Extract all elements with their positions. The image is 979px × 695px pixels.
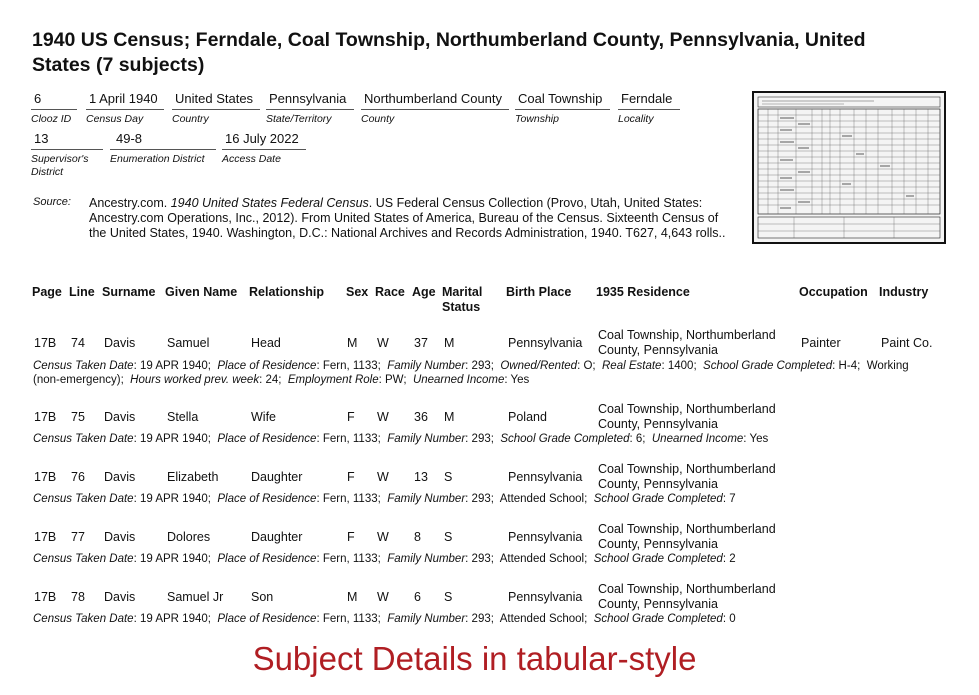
col-header-age: Age	[412, 285, 436, 299]
cell-page: 17B	[34, 590, 57, 604]
col-header-sex: Sex	[346, 285, 369, 299]
cell-race: W	[377, 410, 389, 424]
cell-sex: M	[347, 336, 358, 350]
field-access-date	[222, 131, 306, 166]
cell-relationship: Head	[251, 336, 281, 350]
detail-item: Family Number: 293;	[387, 360, 501, 372]
cell-race: W	[377, 336, 389, 350]
cell-page: 17B	[34, 470, 57, 484]
detail-item: Family Number: 293;	[387, 493, 500, 505]
field-value: 16 July 2022	[222, 131, 306, 150]
detail-item: Place of Residence: Fern, 1133;	[217, 493, 388, 505]
cell-1935-residence: Coal Township, Northumberland County, Pennsylvania	[598, 522, 776, 551]
detail-key: Unearned Income	[412, 374, 505, 386]
detail-key: Place of Residence	[217, 553, 317, 565]
detail-key: Unearned Income	[651, 433, 744, 445]
cell-age: 13	[414, 470, 428, 484]
detail-item: School Grade Completed: 2	[593, 553, 736, 565]
page-title: 1940 US Census; Ferndale, Coal Township, Northumberland County, Pennsylvania, United States (7 subjects)	[32, 29, 866, 76]
col-header-marital-status: Marital Status	[442, 285, 483, 314]
cell-given-name: Samuel Jr	[167, 590, 224, 604]
field-value: United States	[172, 91, 260, 110]
field-label: Township	[515, 113, 559, 125]
cell-given-name: Samuel	[167, 336, 210, 350]
cell-sex: F	[347, 470, 355, 484]
field-county	[361, 91, 509, 126]
detail-key: Census Taken Date	[33, 360, 134, 372]
detail-key: Family Number	[387, 493, 466, 505]
cell-race: W	[377, 590, 389, 604]
detail-key: Place of Residence	[217, 493, 317, 505]
cell-relationship: Daughter	[251, 470, 303, 484]
cell-occupation: Painter	[801, 336, 841, 350]
source-title: 1940 United States Federal Census	[170, 196, 369, 210]
field-enumeration-district	[110, 131, 216, 166]
field-locality	[618, 91, 680, 126]
col-header-line: Line	[69, 285, 95, 299]
field-value: 1 April 1940	[86, 91, 164, 110]
detail-key: School Grade Completed	[593, 553, 723, 565]
cell-page: 17B	[34, 336, 57, 350]
source-citation	[89, 196, 739, 241]
cell-age: 8	[414, 530, 421, 544]
cell-marital: S	[444, 590, 453, 604]
cell-line: 76	[71, 470, 85, 484]
cell-birth-place: Pennsylvania	[508, 470, 583, 484]
detail-key: School Grade Completed	[593, 493, 723, 505]
cell-age: 36	[414, 410, 428, 424]
detail-item: Family Number: 293;	[387, 553, 500, 565]
detail-key: Owned/Rented	[500, 360, 578, 372]
detail-key: Real Estate	[602, 360, 662, 372]
detail-key: Census Taken Date	[33, 613, 134, 625]
detail-key: Employment Role	[287, 374, 379, 386]
detail-item: Employment Role: PW;	[287, 374, 413, 386]
row-details	[33, 552, 933, 566]
detail-key: Place of Residence	[217, 613, 317, 625]
field-clooz-id	[31, 91, 77, 126]
detail-key: Family Number	[387, 613, 466, 625]
detail-item: Working (non-emergency);	[33, 360, 909, 386]
cell-given-name: Elizabeth	[167, 470, 219, 484]
detail-item: Attended School;	[499, 613, 594, 625]
detail-item: Census Taken Date: 19 APR 1940;	[33, 360, 218, 372]
field-value: 13	[31, 131, 103, 150]
cell-surname: Davis	[104, 470, 136, 484]
detail-item: Attended School;	[499, 493, 594, 505]
col-header-surname: Surname	[102, 285, 156, 299]
row-details	[33, 359, 933, 387]
cell-given-name: Dolores	[167, 530, 211, 544]
census-image-thumbnail[interactable]	[752, 91, 946, 244]
detail-item: School Grade Completed: 7	[593, 493, 736, 505]
cell-marital: M	[444, 336, 455, 350]
cell-sex: M	[347, 590, 358, 604]
cell-age: 6	[414, 590, 421, 604]
cell-line: 77	[71, 530, 85, 544]
detail-item: School Grade Completed: 0	[593, 613, 736, 625]
cell-birth-place: Pennsylvania	[508, 590, 583, 604]
col-header-given-name: Given Name	[165, 285, 238, 299]
cell-industry: Paint Co.	[881, 336, 933, 350]
detail-key: Census Taken Date	[33, 493, 134, 505]
col-header-1935-residence: 1935 Residence	[596, 285, 690, 299]
detail-key: Place of Residence	[217, 360, 317, 372]
detail-key: Family Number	[387, 360, 466, 372]
col-header-occupation: Occupation	[799, 285, 868, 299]
detail-key: Place of Residence	[217, 433, 317, 445]
detail-item: Census Taken Date: 19 APR 1940;	[33, 553, 218, 565]
cell-line: 74	[71, 336, 85, 350]
detail-key: School Grade Completed	[703, 360, 833, 372]
field-state	[266, 91, 354, 126]
field-country	[172, 91, 260, 126]
row-details	[33, 432, 933, 446]
detail-item: Attended School;	[499, 553, 594, 565]
cell-marital: S	[444, 470, 453, 484]
detail-item: Place of Residence: Fern, 1133;	[217, 613, 388, 625]
field-value: Northumberland County	[361, 91, 509, 110]
detail-item: Census Taken Date: 19 APR 1940;	[33, 613, 218, 625]
field-label: Supervisor's District	[31, 153, 89, 178]
row-details	[33, 492, 933, 506]
detail-item: Place of Residence: Fern, 1133;	[217, 553, 388, 565]
field-value: Ferndale	[618, 91, 680, 110]
detail-key: Hours worked prev. week	[130, 374, 260, 386]
cell-race: W	[377, 530, 389, 544]
field-value: Coal Township	[515, 91, 610, 110]
cell-surname: Davis	[104, 410, 136, 424]
field-label: State/Territory	[266, 113, 332, 125]
detail-item: Unearned Income: Yes	[412, 374, 530, 386]
col-header-relationship: Relationship	[249, 285, 325, 299]
cell-relationship: Daughter	[251, 530, 303, 544]
cell-page: 17B	[34, 530, 57, 544]
detail-item: Owned/Rented: O;	[500, 360, 602, 372]
cell-birth-place: Pennsylvania	[508, 530, 583, 544]
detail-item: Place of Residence: Fern, 1133;	[217, 433, 388, 445]
detail-item: Real Estate: 1400;	[602, 360, 704, 372]
cell-race: W	[377, 470, 389, 484]
cell-page: 17B	[34, 410, 57, 424]
cell-1935-residence: Coal Township, Northumberland County, Pennsylvania	[598, 402, 776, 431]
cell-marital: S	[444, 530, 453, 544]
cell-1935-residence: Coal Township, Northumberland County, Pennsylvania	[598, 328, 776, 357]
detail-key: Family Number	[387, 433, 466, 445]
col-header-page: Page	[32, 285, 62, 299]
field-label: Enumeration District	[110, 153, 205, 165]
col-header-birth-place: Birth Place	[506, 285, 572, 299]
field-value: Pennsylvania	[266, 91, 354, 110]
cell-relationship: Wife	[251, 410, 276, 424]
field-label: Census Day	[86, 113, 144, 125]
detail-item: Census Taken Date: 19 APR 1940;	[33, 493, 218, 505]
cell-1935-residence: Coal Township, Northumberland County, Pennsylvania	[598, 582, 776, 611]
cell-surname: Davis	[104, 530, 136, 544]
source-prefix: Ancestry.com.	[89, 196, 171, 210]
field-label: Clooz ID	[31, 113, 72, 125]
col-header-industry: Industry	[879, 285, 929, 299]
detail-item: Place of Residence: Fern, 1133;	[217, 360, 388, 372]
detail-item: Hours worked prev. week: 24;	[130, 374, 288, 386]
cell-age: 37	[414, 336, 428, 350]
field-township	[515, 91, 610, 126]
source-label: Source:	[33, 196, 71, 208]
detail-key: Family Number	[387, 553, 466, 565]
detail-key: School Grade Completed	[500, 433, 630, 445]
detail-key: Census Taken Date	[33, 553, 134, 565]
cell-sex: F	[347, 530, 355, 544]
detail-item: School Grade Completed: H-4;	[703, 360, 867, 372]
cell-given-name: Stella	[167, 410, 199, 424]
detail-item: Census Taken Date: 19 APR 1940;	[33, 433, 218, 445]
field-census-day	[86, 91, 164, 126]
cell-surname: Davis	[104, 590, 136, 604]
detail-item: School Grade Completed: 6;	[500, 433, 652, 445]
detail-item: Unearned Income: Yes	[651, 433, 769, 445]
cell-1935-residence: Coal Township, Northumberland County, Pennsylvania	[598, 462, 776, 491]
detail-item: Family Number: 293;	[387, 613, 500, 625]
cell-line: 75	[71, 410, 85, 424]
field-label: Locality	[618, 113, 654, 125]
source-rest: . US Federal Census Collection (Provo, Utah, United States: Ancestry.com Operations, Inc., 2012). From United States of America, Bureau of the Census. Sixteenth Census of the United States, 1940. Washington, D.C.: National Archives and Records Administration, 1940. T627, 4,643 rolls..	[89, 196, 726, 240]
field-value: 6	[31, 91, 77, 110]
caption: Subject Details in tabular-style	[252, 640, 697, 677]
field-label: County	[361, 113, 395, 125]
cell-birth-place: Poland	[508, 410, 547, 424]
cell-birth-place: Pennsylvania	[508, 336, 583, 350]
cell-marital: M	[444, 410, 455, 424]
detail-key: School Grade Completed	[593, 613, 723, 625]
cell-relationship: Son	[251, 590, 274, 604]
cell-surname: Davis	[104, 336, 136, 350]
row-details	[33, 612, 933, 626]
cell-sex: F	[347, 410, 355, 424]
col-header-race: Race	[375, 285, 405, 299]
field-supervisor-district	[31, 131, 103, 179]
detail-key: Census Taken Date	[33, 433, 134, 445]
field-label: Access Date	[222, 153, 281, 165]
detail-item: Family Number: 293;	[387, 433, 501, 445]
cell-line: 78	[71, 590, 85, 604]
field-label: Country	[172, 113, 209, 125]
field-value: 49-8	[110, 131, 216, 150]
